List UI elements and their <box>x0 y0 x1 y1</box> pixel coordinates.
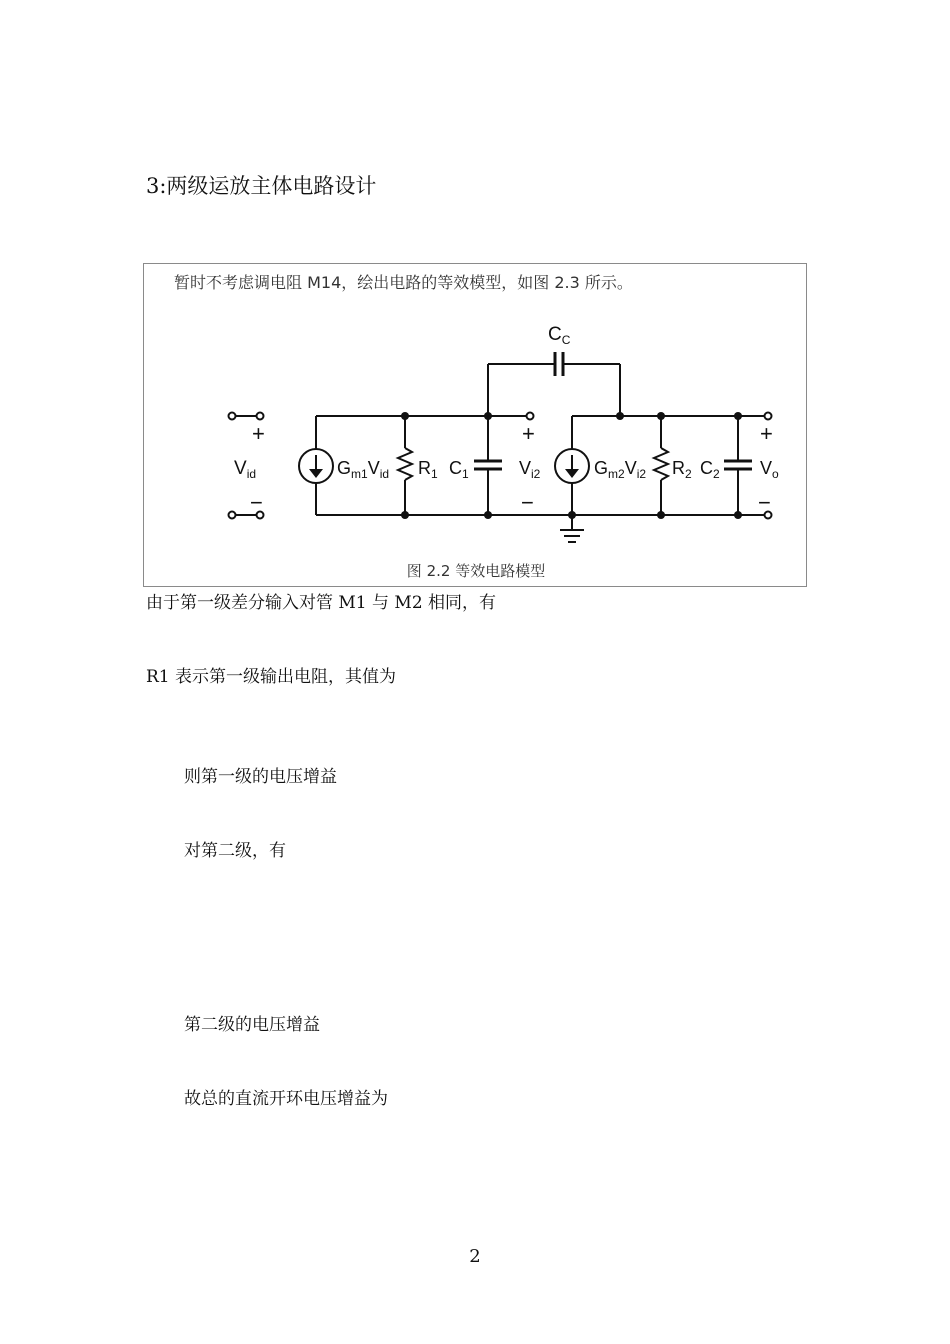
c2-label: $C_2$ <box>700 458 720 481</box>
figure-intro-text: 暂时不考虑调电阻 M14，绘出电路的等效模型，如图 2.3 所示。 <box>174 273 633 292</box>
gm1-label: $G_{m1}V_{id}$ <box>337 458 390 481</box>
vo-plus-terminal <box>765 413 772 420</box>
vi2-label: $V_{i2}$ <box>519 458 541 481</box>
paragraph-total-dc-gain: 故总的直流开环电压增益为 <box>184 1089 388 1109</box>
vid-minus-terminal <box>229 512 236 519</box>
vi2-terminal <box>527 413 534 420</box>
c1-label: $C_1$ <box>449 458 469 481</box>
vo-plus-sign: + <box>760 421 773 446</box>
page-number: 2 <box>469 1246 481 1267</box>
section-heading: 3:两级运放主体电路设计 <box>146 174 377 198</box>
vid-minus-sign: − <box>250 490 263 515</box>
figure-caption: 图 2.2 等效电路模型 <box>406 562 546 580</box>
vi2-minus-sign: − <box>521 490 534 515</box>
r2-label: $R_2$ <box>672 458 692 481</box>
vid-plus-sign: + <box>252 421 265 446</box>
equivalent-circuit-diagram <box>144 264 808 588</box>
r1-label: $R_1$ <box>418 458 438 481</box>
ground-icon <box>560 530 584 542</box>
circuit-figure <box>143 263 807 587</box>
gm1-current-source-icon <box>299 449 333 483</box>
vo-minus-sign: − <box>758 490 771 515</box>
paragraph-first-stage-gain: 则第一级的电压增益 <box>184 767 337 787</box>
paragraph-second-stage-gain: 第二级的电压增益 <box>184 1015 320 1035</box>
vid-label: $V_{id}$ <box>234 458 257 481</box>
vid-plus-terminal <box>229 413 236 420</box>
cc-label: $C_C$ <box>548 324 571 347</box>
vo-label: $V_o$ <box>760 458 779 481</box>
vi2-plus-sign: + <box>522 421 535 446</box>
gm2-current-source-icon <box>555 449 589 483</box>
paragraph-first-stage-symmetry: 由于第一级差分输入对管 M1 与 M2 相同，有 <box>146 593 497 613</box>
paragraph-r1-definition: R1 表示第一级输出电阻，其值为 <box>146 667 397 687</box>
gm2-label: $G_{m2}V_{i2}$ <box>594 458 647 481</box>
paragraph-second-stage: 对第二级，有 <box>184 841 286 861</box>
